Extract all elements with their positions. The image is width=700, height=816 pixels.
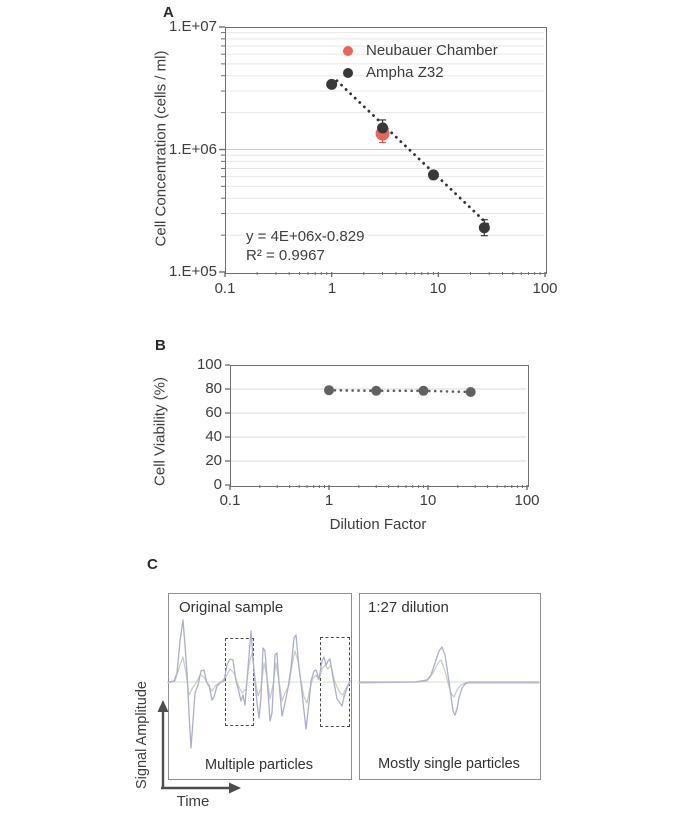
panel-c-label: C [147,556,158,573]
panel-c-original-sample-box [168,593,352,780]
multiple-particle-highlight-box-2 [320,637,350,727]
panel-b-label: B [155,337,166,354]
panel-a-label: A [163,4,174,21]
panel-b-y-axis-label: Cell Viability (%) [151,377,169,486]
panel-b-ytick-20: 20 [205,452,222,469]
original-sample-title: Original sample [179,599,284,616]
panel-c-dilution-box [359,593,541,780]
panel-a-y-axis-label: Cell Concentration (cells / ml) [152,50,170,247]
ampha-marker-icon [343,68,353,78]
neubauer-marker-icon [343,46,353,56]
multiple-particle-highlight-box-1 [225,638,254,726]
panel-b-ytick-60: 60 [205,404,222,421]
panel-b-xtick-1: 1 [324,492,334,509]
single-particles-caption: Mostly single particles [378,756,520,772]
time-axis-label: Time [176,793,210,810]
panel-b-plot-area [230,365,529,487]
legend-label-neubauer: Neubauer Chamber [366,42,498,59]
trendline-equation: y = 4E+06x-0.829 [246,228,365,245]
panel-a-xtick-0_1: 0.1 [214,280,236,297]
panel-a-xtick-100: 100 [532,280,558,297]
panel-a-xtick-10: 10 [429,280,447,297]
legend-entry-neubauer [343,42,498,59]
legend-entry-ampha [343,64,444,81]
panel-b-xtick-100: 100 [514,492,540,509]
panel-b-ytick-100: 100 [196,356,222,373]
panel-b-xtick-0_1: 0.1 [219,492,241,509]
multiple-particles-caption: Multiple particles [205,757,313,773]
signal-amplitude-axis-label: Signal Amplitude [134,681,150,790]
panel-b-x-axis-label: Dilution Factor [329,516,427,533]
panel-b-ytick-40: 40 [205,428,222,445]
panel-a-ytick-1e5: 1.E+05 [169,263,217,280]
panel-a-ytick-1e7: 1.E+07 [169,18,217,35]
panel-b-ytick-80: 80 [205,380,222,397]
panel-b-xtick-10: 10 [419,492,437,509]
legend-label-ampha: Ampha Z32 [366,64,444,81]
dilution-title: 1:27 dilution [368,599,449,616]
panel-a-xtick-1: 1 [327,280,337,297]
panel-b-ytick-0: 0 [213,476,222,493]
panel-a-ytick-1e6: 1.E+06 [169,141,217,158]
trendline-r-squared: R² = 0.9967 [246,247,325,264]
